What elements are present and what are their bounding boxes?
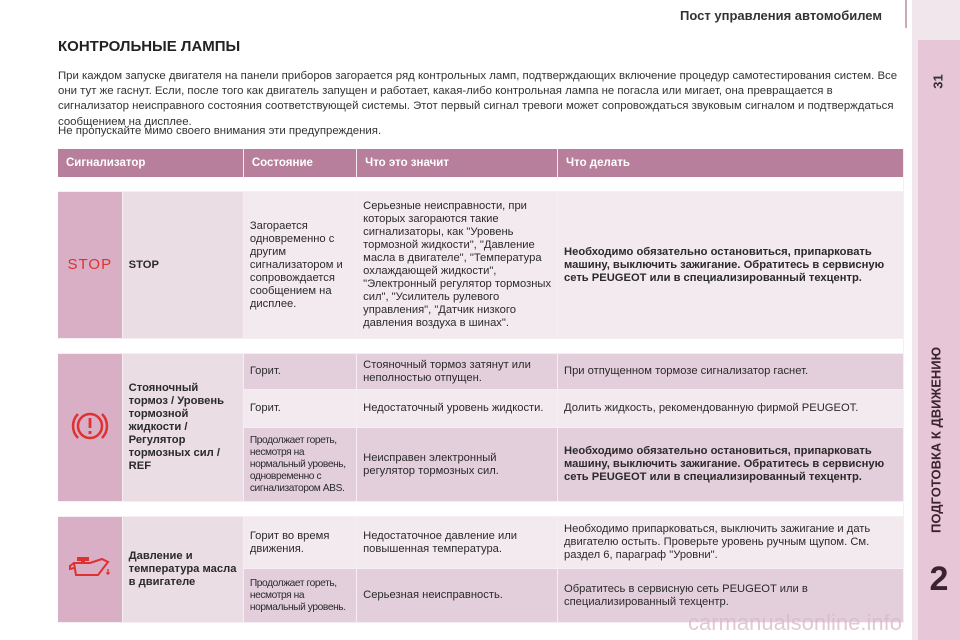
table-row [58, 354, 904, 390]
state-cell: Горит во время движения. [244, 517, 357, 569]
meaning-cell: Стояночный тормоз затянут или неполностью отпущен. [357, 354, 558, 390]
meaning-cell: Недостаточный уровень жидкости. [357, 390, 558, 428]
chapter-tab [918, 40, 960, 640]
action-cell: Необходимо припарковаться, выключить зажигание и дать двигателю остыть. Проверьте уровень ручным щупом. См. раздел 6, параграф "Уровни". [558, 517, 904, 569]
state-cell: Горит. [244, 354, 357, 390]
state-cell: Загорается одновременно с другим сигнализатором и сопровождается сообщением на дисплее. [244, 192, 357, 339]
header-meaning: Что это значит [357, 149, 558, 177]
header-indicator: Сигнализатор [58, 149, 244, 177]
intro-paragraph: При каждом запуске двигателя на панели приборов загорается ряд контрольных ламп, подтверждающих включение процедур самотестирования систем. Все они тут же гаснут. Если, после того как двигатель запущен и работает, какая-либо контрольная лампа не погасла или мигает, она превращается в сигнализатор неисправного состояния соответствующей системы. Этот первый сигнал тревоги может сопровождаться звуковым сигналом и подтверждаться сообщением на дисплее. [58, 70, 898, 128]
header-action: Что делать [558, 149, 904, 177]
action-cell: Необходимо обязательно остановиться, припарковать машину, выключить зажигание. Обратитесь в сервисную сеть PEUGEOT или в специализированный техцентр. [558, 428, 904, 502]
header-state: Состояние [244, 149, 357, 177]
indicator-name: Давление и температура масла в двигателе [123, 517, 244, 623]
table-row [58, 517, 904, 569]
warning-note: Не пропускайте мимо своего внимания эти предупреждения. [58, 125, 382, 137]
action-cell: Необходимо обязательно остановиться, припарковать машину, выключить зажигание. Обратитесь в сервисную сеть PEUGEOT или в специализированный техцентр. [558, 192, 904, 339]
page-number: 31 [930, 74, 946, 89]
chapter-number: 2 [929, 560, 949, 598]
meaning-cell: Неисправен электронный регулятор тормозных сил. [357, 428, 558, 502]
indicator-name: STOP [123, 192, 244, 339]
table-header-row [58, 149, 904, 177]
section-title: КОНТРОЛЬНЫЕ ЛАМПЫ [58, 38, 241, 55]
oil-can-icon [58, 517, 123, 623]
warning-lamps-table [58, 149, 904, 623]
action-cell: При отпущенном тормозе сигнализатор гаснет. [558, 354, 904, 390]
watermark: carmanualsonline.info [687, 610, 902, 635]
chapter-label: ПОДГОТОВКА К ДВИЖЕНИЮ [928, 346, 944, 534]
meaning-cell: Недостаточное давление или повышенная температура. [357, 517, 558, 569]
table-row [58, 192, 904, 339]
indicator-name: Стояночный тормоз / Уровень тормозной жидкости / Регулятор тормозных сил / REF [123, 354, 244, 502]
page-header-title: Пост управления автомобилем [680, 8, 882, 23]
state-cell: Продолжает гореть, несмотря на нормальный уровень, одновременно с сигнализатором ABS. [244, 428, 357, 502]
state-cell: Продолжает гореть, несмотря на нормальный уровень. [244, 569, 357, 623]
meaning-cell: Серьезные неисправности, при которых загораются такие сигнализаторы, как "Уровень тормозной жидкости", "Давление масла в двигателе", "Температура охлаждающей жидкости", "Электронный регулятор тормозных сил", "Усилитель рулевого управления", "Датчик низкого давления воздуха в шинах". [357, 192, 558, 339]
action-cell: Обратитесь в сервисную сеть PEUGEOT или в специализированный техцентр. [558, 569, 904, 623]
state-cell: Горит. [244, 390, 357, 428]
meaning-cell: Серьезная неисправность. [357, 569, 558, 623]
brake-warning-icon [58, 354, 123, 502]
stop-icon: STOP [58, 192, 123, 339]
header-divider [905, 0, 907, 28]
action-cell: Долить жидкость, рекомендованную фирмой PEUGEOT. [558, 390, 904, 428]
